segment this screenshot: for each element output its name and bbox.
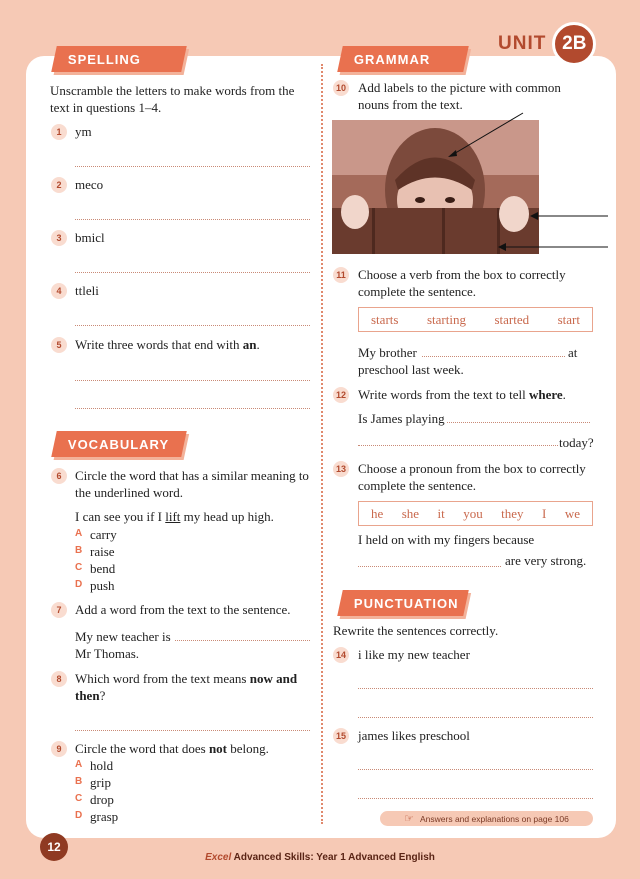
answer-line-4[interactable] bbox=[75, 325, 310, 326]
option-letter: A bbox=[75, 759, 83, 770]
question-number: 2 bbox=[51, 177, 67, 193]
word-starting: starting bbox=[426, 311, 466, 327]
question-number: 7 bbox=[51, 602, 67, 618]
question-12-sentence-end: today? bbox=[559, 435, 594, 450]
question-number: 9 bbox=[51, 741, 67, 757]
answer-line-5b[interactable] bbox=[75, 408, 310, 409]
page-number: 12 bbox=[40, 833, 68, 861]
option-hold[interactable]: hold bbox=[90, 758, 114, 773]
answer-line-12a[interactable] bbox=[447, 422, 590, 423]
grammar-heading: GRAMMAR bbox=[337, 46, 469, 72]
question-11-sentence-end: preschool last week. bbox=[358, 362, 464, 377]
book-title: Excel Advanced Skills: Year 1 Advanced English bbox=[205, 852, 435, 863]
word-she: she bbox=[401, 505, 420, 521]
question-13-text: Choose a pronoun from the box to correctly complete the sentence. bbox=[358, 461, 586, 493]
option-raise[interactable]: raise bbox=[90, 544, 115, 559]
word-i: I bbox=[542, 505, 547, 521]
question-4-text: ttleli bbox=[75, 283, 99, 298]
answer-line-3[interactable] bbox=[75, 272, 310, 273]
question-number: 14 bbox=[333, 647, 349, 663]
answer-line-5a[interactable] bbox=[75, 380, 310, 381]
verb-word-box bbox=[358, 307, 593, 332]
question-14-text: i like my new teacher bbox=[358, 647, 470, 662]
word-started: started bbox=[494, 311, 530, 327]
word-starts: starts bbox=[371, 311, 399, 327]
question-13-sentence-end: are very strong. bbox=[505, 553, 587, 568]
option-grip[interactable]: grip bbox=[90, 775, 111, 790]
question-6-text: Circle the word that has a similar meaning to the underlined word. bbox=[75, 468, 309, 500]
question-5-text: Write three words that end with an. bbox=[75, 337, 260, 352]
question-3-text: bmicl bbox=[75, 230, 105, 245]
unit-label: UNIT bbox=[498, 33, 547, 54]
unit-badge bbox=[498, 22, 596, 66]
option-push[interactable]: push bbox=[90, 578, 115, 593]
label-arrows bbox=[440, 110, 612, 255]
question-number: 12 bbox=[333, 387, 349, 403]
answer-line-15a[interactable] bbox=[358, 769, 593, 770]
question-number: 11 bbox=[333, 267, 349, 283]
option-bend[interactable]: bend bbox=[90, 561, 116, 576]
answer-line-2[interactable] bbox=[75, 219, 310, 220]
question-9-text: Circle the word that does not belong. bbox=[75, 741, 269, 756]
question-7-sentence-end: Mr Thomas. bbox=[75, 646, 140, 661]
question-7-text: Add a word from the text to the sentence. bbox=[75, 602, 291, 617]
spelling-heading: SPELLING bbox=[51, 46, 187, 72]
question-6-sentence: I can see you if I lift my head up high. bbox=[75, 509, 274, 524]
question-11-sentence-mid: at bbox=[568, 345, 578, 360]
question-number: 13 bbox=[333, 461, 349, 477]
pointing-hand-icon: ☞ bbox=[404, 813, 414, 825]
answers-note bbox=[380, 811, 593, 826]
option-carry[interactable]: carry bbox=[90, 527, 117, 542]
question-15-text: james likes preschool bbox=[358, 728, 470, 743]
answer-line-12b[interactable] bbox=[358, 445, 558, 446]
question-2-text: meco bbox=[75, 177, 104, 192]
answer-line-14b[interactable] bbox=[358, 717, 593, 718]
option-letter: D bbox=[75, 810, 83, 821]
answer-line-8[interactable] bbox=[75, 730, 310, 731]
spelling-instruction: Unscramble the letters to make words from the text in questions 1–4. bbox=[50, 83, 295, 115]
word-you: you bbox=[463, 505, 483, 521]
question-1-text: ym bbox=[75, 124, 92, 139]
word-start: start bbox=[557, 311, 580, 327]
option-letter: A bbox=[75, 528, 83, 539]
answer-line-15b[interactable] bbox=[358, 798, 593, 799]
answer-line-1[interactable] bbox=[75, 166, 310, 167]
option-drop[interactable]: drop bbox=[90, 792, 114, 807]
word-they: they bbox=[501, 505, 524, 521]
question-7-sentence-start: My new teacher is bbox=[75, 629, 171, 644]
question-number: 8 bbox=[51, 671, 67, 687]
question-number: 1 bbox=[51, 124, 67, 140]
option-letter: B bbox=[75, 545, 83, 556]
vocabulary-heading: VOCABULARY bbox=[51, 431, 187, 457]
question-12-sentence-start: Is James playing bbox=[358, 411, 445, 426]
answer-line-11[interactable] bbox=[422, 356, 565, 357]
unit-code: 2B bbox=[552, 22, 596, 66]
word-it: it bbox=[437, 505, 445, 521]
option-letter: D bbox=[75, 579, 83, 590]
question-number: 10 bbox=[333, 80, 349, 96]
punctuation-instruction: Rewrite the sentences correctly. bbox=[333, 623, 499, 638]
answer-line-7[interactable] bbox=[175, 640, 310, 641]
question-10-text: Add labels to the picture with common nouns from the text. bbox=[358, 80, 561, 112]
option-grasp[interactable]: grasp bbox=[90, 809, 119, 824]
column-divider bbox=[321, 64, 323, 824]
question-number: 4 bbox=[51, 283, 67, 299]
question-8-text: Which word from the text means now and then? bbox=[75, 671, 298, 703]
option-letter: B bbox=[75, 776, 83, 787]
question-number: 6 bbox=[51, 468, 67, 484]
pronoun-word-box bbox=[358, 501, 593, 526]
answer-line-13[interactable] bbox=[358, 566, 501, 567]
answers-note-text: Answers and explanations on page 106 bbox=[420, 813, 569, 824]
word-he: he bbox=[371, 505, 384, 521]
option-letter: C bbox=[75, 793, 83, 804]
option-letter: C bbox=[75, 562, 83, 573]
word-we: we bbox=[564, 505, 580, 521]
question-number: 15 bbox=[333, 728, 349, 744]
question-11-sentence-start: My brother bbox=[358, 345, 417, 360]
punctuation-heading: PUNCTUATION bbox=[337, 590, 469, 616]
question-12-text: Write words from the text to tell where. bbox=[358, 387, 566, 402]
question-11-text: Choose a verb from the box to correctly complete the sentence. bbox=[358, 267, 566, 299]
question-number: 3 bbox=[51, 230, 67, 246]
question-number: 5 bbox=[51, 337, 67, 353]
answer-line-14a[interactable] bbox=[358, 688, 593, 689]
question-13-sentence-start: I held on with my fingers because bbox=[358, 532, 535, 547]
